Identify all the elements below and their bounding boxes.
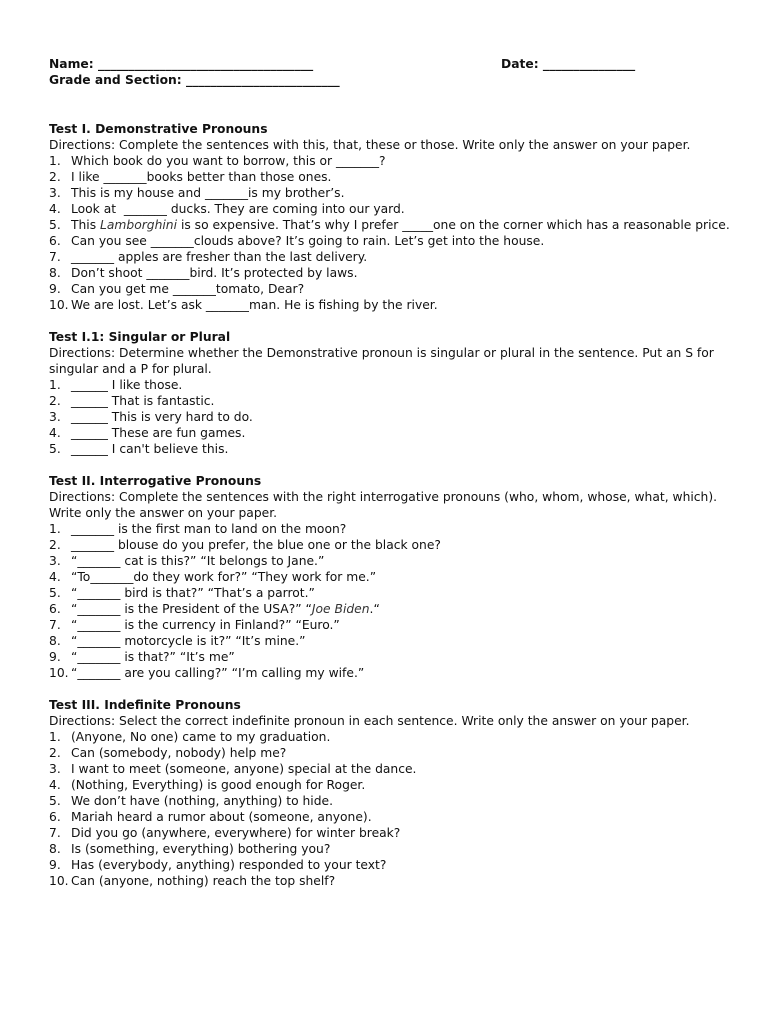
section-demonstrative — [49, 121, 739, 313]
question-text: I like _______books better than those ones. — [71, 170, 332, 184]
question-number: 3. — [49, 186, 61, 200]
question-number: 7. — [49, 618, 61, 632]
question-number: 8. — [49, 266, 61, 280]
section-directions: Directions: Select the correct indefinite pronoun in each sentence. Write only the answer on your paper. — [49, 714, 690, 728]
name-field-line: Name: ___________________________________ — [49, 57, 314, 71]
question-item — [49, 297, 739, 313]
question-number: 2. — [49, 538, 61, 552]
question-item — [49, 569, 739, 585]
question-item — [49, 857, 739, 873]
question-text: Look at _______ ducks. They are coming into our yard. — [71, 202, 405, 216]
section-directions: Directions: Determine whether the Demonstrative pronoun is singular or plural in the sentence. Put an S for singular and a P for plural. — [49, 346, 714, 376]
question-item — [49, 649, 739, 665]
question-item — [49, 201, 739, 217]
question-text: Can you get me _______tomato, Dear? — [71, 282, 305, 296]
question-item — [49, 217, 739, 233]
question-item — [49, 841, 739, 857]
question-number: 3. — [49, 554, 61, 568]
question-item — [49, 601, 739, 617]
section-title: Test I.1: Singular or Plural — [49, 330, 231, 344]
question-number: 4. — [49, 202, 61, 216]
question-item — [49, 425, 739, 441]
question-number: 4. — [49, 570, 61, 584]
question-list — [49, 153, 739, 313]
question-text: _______ apples are fresher than the last delivery. — [71, 250, 368, 264]
question-text: ______ I can't believe this. — [71, 442, 229, 456]
question-text: Can (anyone, nothing) reach the top shelf? — [71, 874, 336, 888]
question-item — [49, 281, 739, 297]
question-number: 1. — [49, 522, 61, 536]
question-number: 7. — [49, 250, 61, 264]
question-number: 10. — [49, 874, 69, 888]
question-number: 8. — [49, 634, 61, 648]
question-text: “_______ is that?” “It’s me” — [71, 650, 235, 664]
section-title: Test III. Indefinite Pronouns — [49, 698, 241, 712]
question-text: “_______ motorcycle is it?” “It’s mine.” — [71, 634, 306, 648]
question-number: 8. — [49, 842, 61, 856]
question-item — [49, 377, 739, 393]
question-list — [49, 729, 739, 889]
question-number: 6. — [49, 602, 61, 616]
grade-section-field-line: Grade and Section: _________________________ — [49, 73, 340, 87]
question-list — [49, 521, 739, 681]
question-text: Is (something, everything) bothering you? — [71, 842, 331, 856]
question-item — [49, 585, 739, 601]
question-item — [49, 617, 739, 633]
question-text: “_______ bird is that?” “That’s a parrot.” — [71, 586, 315, 600]
question-text: Has (everybody, anything) responded to your text? — [71, 858, 387, 872]
question-text: ______ These are fun games. — [71, 426, 246, 440]
question-text: is so expensive. That’s why I prefer _____one on the corner which has a reasonable price. — [177, 218, 730, 232]
question-text: _______ is the first man to land on the moon? — [71, 522, 347, 536]
date-field-line: Date: _______________ — [501, 57, 636, 71]
question-item — [49, 265, 739, 281]
question-text: _______ blouse do you prefer, the blue one or the black one? — [71, 538, 441, 552]
question-item — [49, 393, 739, 409]
question-text: ______ I like those. — [71, 378, 183, 392]
question-text: ______ This is very hard to do. — [71, 410, 253, 424]
question-item — [49, 249, 739, 265]
question-item — [49, 873, 739, 889]
question-item — [49, 793, 739, 809]
question-text: Mariah heard a rumor about (someone, anyone). — [71, 810, 372, 824]
question-text: .“ — [369, 602, 380, 616]
question-list — [49, 377, 739, 457]
question-number: 6. — [49, 810, 61, 824]
question-item — [49, 537, 739, 553]
question-item — [49, 809, 739, 825]
question-number: 3. — [49, 410, 61, 424]
question-number: 6. — [49, 234, 61, 248]
question-number: 5. — [49, 442, 61, 456]
question-text: “_______ is the President of the USA?” “ — [71, 602, 312, 616]
question-item — [49, 521, 739, 537]
question-number: 5. — [49, 794, 61, 808]
question-number: 9. — [49, 650, 61, 664]
question-item — [49, 153, 739, 169]
question-text: “_______ cat is this?” “It belongs to Jane.” — [71, 554, 325, 568]
question-number: 2. — [49, 394, 61, 408]
question-text: Did you go (anywhere, everywhere) for winter break? — [71, 826, 401, 840]
section-title: Test I. Demonstrative Pronouns — [49, 122, 268, 136]
question-text: We don’t have (nothing, anything) to hide. — [71, 794, 334, 808]
question-item — [49, 233, 739, 249]
question-number: 10. — [49, 666, 69, 680]
question-number: 2. — [49, 746, 61, 760]
section-directions: Directions: Complete the sentences with the right interrogative pronouns (who, whom, whose, what, which). Write only the answer on your paper. — [49, 490, 718, 520]
question-number: 1. — [49, 730, 61, 744]
question-item — [49, 169, 739, 185]
question-number: 9. — [49, 858, 61, 872]
question-item — [49, 409, 739, 425]
question-number: 7. — [49, 826, 61, 840]
question-text: “To_______do they work for?” “They work for me.” — [71, 570, 377, 584]
section-singular-plural — [49, 329, 739, 457]
question-text: This — [71, 218, 101, 232]
section-interrogative — [49, 473, 739, 681]
question-number: 1. — [49, 378, 61, 392]
question-italic-text: Joe Biden — [311, 602, 370, 616]
question-text: (Anyone, No one) came to my graduation. — [71, 730, 331, 744]
question-number: 5. — [49, 218, 61, 232]
question-text: Don’t shoot _______bird. It’s protected by laws. — [71, 266, 358, 280]
question-text: (Nothing, Everything) is good enough for Roger. — [71, 778, 366, 792]
question-item — [49, 665, 739, 681]
question-number: 10. — [49, 298, 69, 312]
question-number: 3. — [49, 762, 61, 776]
question-item — [49, 777, 739, 793]
question-number: 4. — [49, 426, 61, 440]
question-item — [49, 761, 739, 777]
question-text: This is my house and _______is my brother’s. — [71, 186, 345, 200]
question-item — [49, 729, 739, 745]
question-text: Can (somebody, nobody) help me? — [71, 746, 287, 760]
question-number: 9. — [49, 282, 61, 296]
question-number: 2. — [49, 170, 61, 184]
section-directions: Directions: Complete the sentences with this, that, these or those. Write only the answer on your paper. — [49, 138, 691, 152]
question-text: “_______ are you calling?” “I’m calling my wife.” — [71, 666, 365, 680]
question-text: I want to meet (someone, anyone) special at the dance. — [71, 762, 417, 776]
question-number: 1. — [49, 154, 61, 168]
question-item — [49, 633, 739, 649]
question-item — [49, 441, 739, 457]
section-indefinite — [49, 697, 739, 889]
question-text: Can you see _______clouds above? It’s going to rain. Let’s get into the house. — [71, 234, 545, 248]
question-text: “_______ is the currency in Finland?” “Euro.” — [71, 618, 340, 632]
question-item — [49, 553, 739, 569]
question-item — [49, 745, 739, 761]
question-text: We are lost. Let’s ask _______man. He is fishing by the river. — [71, 298, 438, 312]
question-italic-text: Lamborghini — [100, 218, 178, 232]
question-text: Which book do you want to borrow, this or _______? — [71, 154, 386, 168]
question-text: ______ That is fantastic. — [71, 394, 215, 408]
question-number: 5. — [49, 586, 61, 600]
question-item — [49, 185, 739, 201]
question-item — [49, 825, 739, 841]
section-title: Test II. Interrogative Pronouns — [49, 474, 262, 488]
question-number: 4. — [49, 778, 61, 792]
